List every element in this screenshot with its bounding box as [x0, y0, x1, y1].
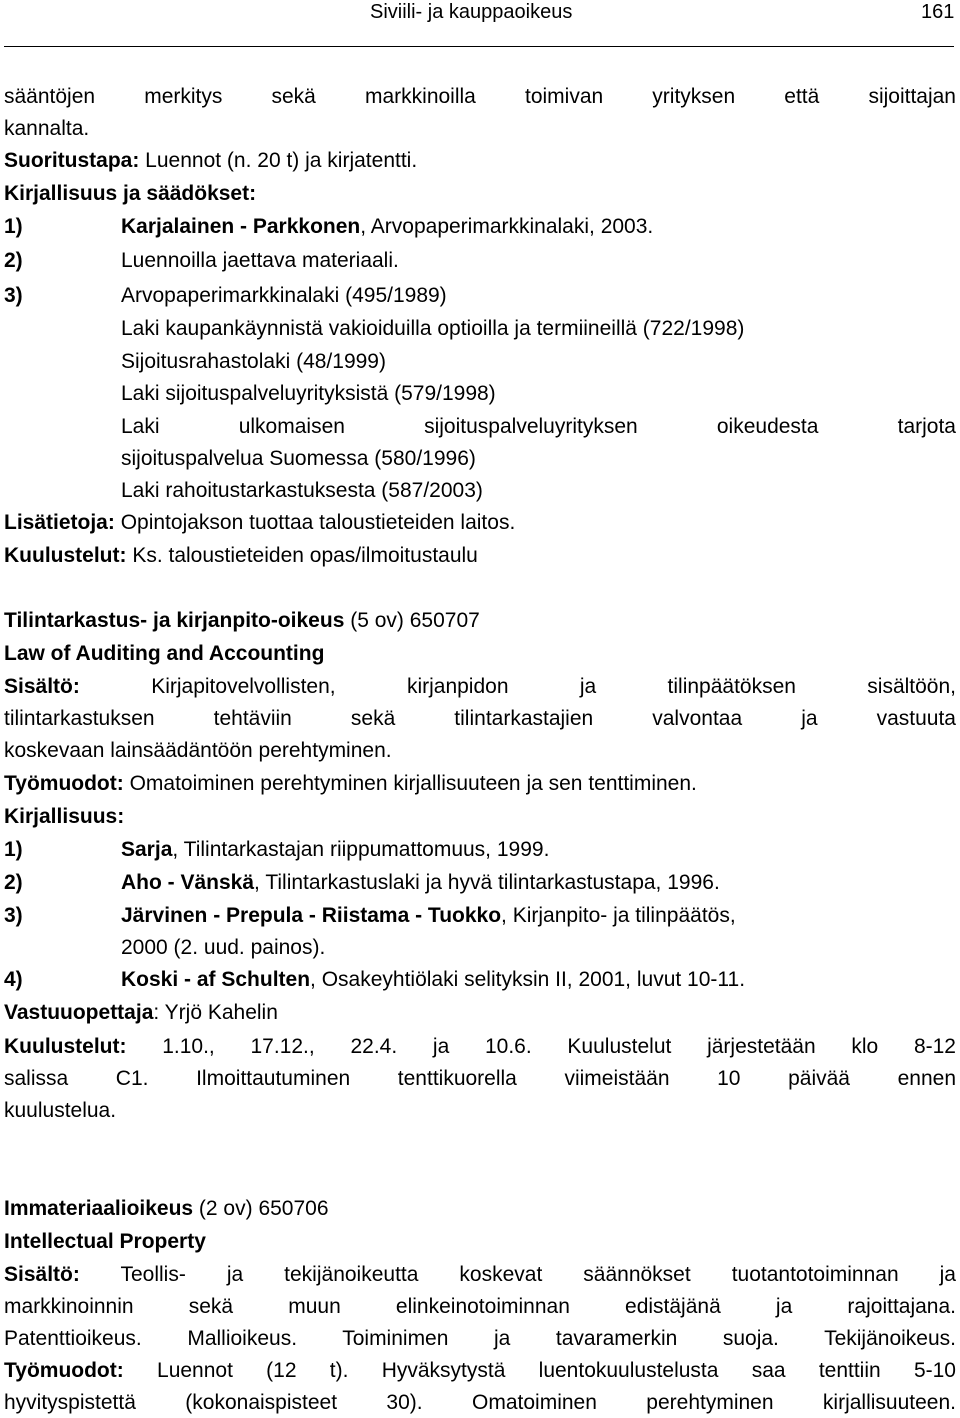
course-name: Immateriaalioikeus: [4, 1197, 194, 1220]
info-line: [4, 510, 515, 536]
work-line: [4, 771, 697, 797]
reference-title: Arvopaperimarkkinalaki (495/1989): [121, 284, 447, 307]
literature-heading: Kirjallisuus ja säädökset:: [4, 182, 257, 205]
work-label: Työmuodot:: [4, 1359, 124, 1382]
literature-heading: Kirjallisuus:: [4, 805, 125, 828]
work-label: Työmuodot:: [4, 772, 124, 795]
reference-continuation: Sijoitusrahastolaki (48/1999): [121, 350, 386, 373]
reference-title: , Kirjanpito- ja tilinpäätös,: [501, 904, 736, 927]
reference-continuation: Laki rahoitustarkastuksesta (587/2003): [121, 479, 483, 502]
reference-item: [4, 903, 736, 929]
work-line: [4, 1358, 956, 1384]
info-text: Opintojakson tuottaa taloustieteiden laitos.: [114, 511, 516, 534]
course-code: (5 ov) 650707: [344, 609, 480, 632]
reference-authors: Sarja: [121, 838, 173, 861]
reference-item: [4, 214, 653, 240]
content-line: tilintarkastuksen tehtäviin sekä tilintarkastajien valvontaa ja vastuuta: [4, 707, 956, 730]
reference-item: [4, 967, 745, 993]
page-number: 161: [921, 1, 955, 23]
reference-authors: Karjalainen - Parkkonen: [121, 215, 361, 238]
reference-item: [4, 283, 447, 309]
exam-text: 1.10., 17.12., 22.4. ja 10.6. Kuulustelut järjestetään klo 8-12: [126, 1035, 956, 1058]
reference-number: 2): [4, 249, 23, 272]
exam-label: Kuulustelut:: [4, 544, 127, 567]
reference-number: 3): [4, 284, 23, 307]
course-code: (2 ov) 650706: [193, 1197, 329, 1220]
reference-item: [4, 248, 399, 274]
work-line: hyvityspistettä (kokonaispisteet 30). Omatoiminen perehtyminen kirjallisuuteen.: [4, 1391, 956, 1414]
reference-number: 3): [4, 904, 23, 927]
course-title: [4, 1196, 329, 1222]
method-line: [4, 148, 417, 174]
exam-text: Ks. taloustieteiden opas/ilmoitustaulu: [126, 544, 478, 567]
course-title: [4, 608, 480, 634]
reference-continuation: sijoituspalvelua Suomessa (580/1996): [121, 447, 476, 470]
header-rule: [4, 46, 954, 47]
paragraph-line: sääntöjen merkitys sekä markkinoilla toimivan yrityksen että sijoittajan: [4, 85, 956, 108]
reference-continuation: 2000 (2. uud. painos).: [121, 936, 326, 959]
reference-number: 4): [4, 968, 23, 991]
method-label: Suoritustapa:: [4, 149, 140, 172]
course-title-en: Intellectual Property: [4, 1230, 206, 1253]
teacher-name: : Yrjö Kahelin: [153, 1001, 278, 1024]
content-text: Teollis- ja tekijänoikeutta koskevat säännökset tuotantotoiminnan ja: [79, 1263, 956, 1286]
content-label: Sisältö:: [4, 675, 80, 698]
content-label: Sisältö:: [4, 1263, 80, 1286]
teacher-line: [4, 1000, 278, 1026]
exam-label: Kuulustelut:: [4, 1035, 127, 1058]
course-title-en: Law of Auditing and Accounting: [4, 642, 325, 665]
content-line: markkinoinnin sekä muun elinkeinotoiminnan edistäjänä ja rajoittajana.: [4, 1295, 956, 1318]
reference-continuation: Laki kaupankäynnistä vakioiduilla optioilla ja termiineillä (722/1998): [121, 317, 745, 340]
page-header: [0, 0, 960, 27]
work-text: Omatoiminen perehtyminen kirjallisuuteen ja sen tenttiminen.: [123, 772, 697, 795]
work-text: Luennot (12 t). Hyväksytystä luentokuulustelusta saa tenttiin 5-10: [123, 1359, 956, 1382]
reference-continuation: Laki ulkomaisen sijoituspalveluyrityksen oikeudesta tarjota: [121, 415, 956, 438]
method-text: Luennot (n. 20 t) ja kirjatentti.: [139, 149, 418, 172]
content-line: Patenttioikeus. Mallioikeus. Toiminimen ja tavaramerkin suoja. Tekijänoikeus.: [4, 1327, 956, 1350]
teacher-label: Vastuuopettaja: [4, 1001, 154, 1024]
content-line: koskevaan lainsäädäntöön perehtyminen.: [4, 739, 392, 762]
paragraph-line: kannalta.: [4, 117, 90, 140]
reference-authors: Koski - af Schulten: [121, 968, 311, 991]
reference-number: 2): [4, 871, 23, 894]
reference-title: , Tilintarkastuslaki ja hyvä tilintarkastustapa, 1996.: [254, 871, 720, 894]
reference-item: [4, 870, 720, 896]
exam-line: salissa C1. Ilmoittautuminen tenttikuorella viimeistään 10 päivää ennen: [4, 1067, 956, 1090]
reference-title: , Tilintarkastajan riippumattomuus, 1999.: [172, 838, 550, 861]
course-name: Tilintarkastus- ja kirjanpito-oikeus: [4, 609, 345, 632]
reference-number: 1): [4, 838, 23, 861]
reference-authors: Aho - Vänskä: [121, 871, 255, 894]
section-title: Siviili- ja kauppaoikeus: [370, 1, 573, 23]
reference-item: [4, 837, 549, 863]
content-line: [4, 674, 956, 700]
content-line: [4, 1262, 956, 1288]
content-text: Kirjapitovelvollisten, kirjanpidon ja tilinpäätöksen sisältöön,: [79, 675, 956, 698]
reference-number: 1): [4, 215, 23, 238]
reference-continuation: Laki sijoituspalveluyrityksistä (579/1998): [121, 382, 496, 405]
reference-authors: Järvinen - Prepula - Riistama - Tuokko: [121, 904, 502, 927]
reference-title: , Osakeyhtiölaki selityksin II, 2001, luvut 10-11.: [310, 968, 746, 991]
info-label: Lisätietoja:: [4, 511, 115, 534]
reference-title: , Arvopaperimarkkinalaki, 2003.: [360, 215, 654, 238]
reference-title: Luennoilla jaettava materiaali.: [121, 249, 399, 272]
exam-line: [4, 543, 478, 569]
exam-line: [4, 1034, 956, 1060]
exam-line: kuulustelua.: [4, 1099, 117, 1122]
